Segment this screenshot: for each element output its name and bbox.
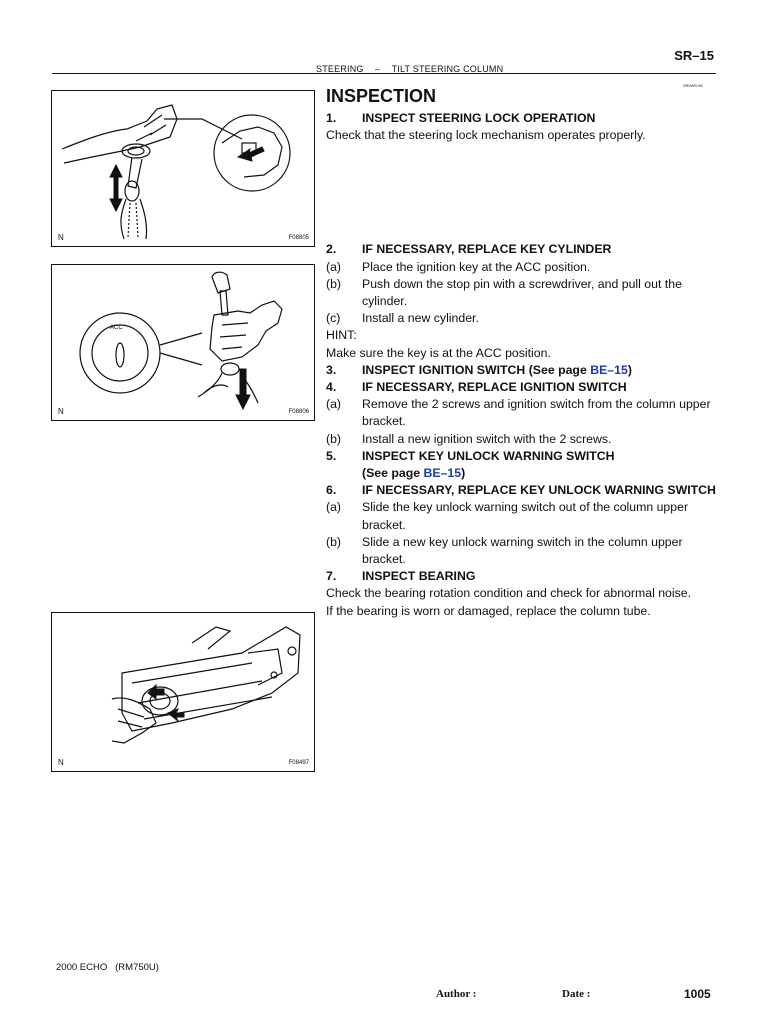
figure-steering-lock <box>51 90 315 247</box>
figure-n-mark: N <box>58 758 64 767</box>
step-4a: (a) Remove the 2 screws and ignition switch from the column upper bracket. <box>326 397 711 429</box>
section-name: STEERING <box>316 64 364 74</box>
step-2c: (c) Install a new cylinder. <box>326 311 479 326</box>
page-label: SR–15 <box>674 48 714 63</box>
step-2a: (a) Place the ignition key at the ACC position. <box>326 259 591 274</box>
footer-date-label: Date : <box>562 988 591 1000</box>
footer-model: 2000 ECHO (RM750U) <box>56 962 159 973</box>
page-link-be15[interactable]: BE–15 <box>423 466 462 481</box>
figure-code: F08497 <box>288 760 309 766</box>
header-separator: – <box>375 64 381 74</box>
step-7-body-2: If the bearing is worn or damaged, replace the column tube. <box>326 603 651 618</box>
step-1: 1. INSPECT STEERING LOCK OPERATION <box>326 111 596 125</box>
hint-label: HINT: <box>326 328 357 343</box>
step-4b: (b) Install a new ignition switch with the 2 screws. <box>326 431 612 446</box>
figure-bearing <box>51 612 315 772</box>
figure-n-mark: N <box>58 407 64 416</box>
step-1-body: Check that the steering lock mechanism operates properly. <box>326 128 646 143</box>
bearing-illustration <box>52 613 314 771</box>
step-5: 5. INSPECT KEY UNLOCK WARNING SWITCH <box>326 448 615 463</box>
key-cylinder-illustration <box>52 265 314 420</box>
step-2b: (b) Push down the stop pin with a screwdriver, and pull out the cylinder. <box>326 276 682 309</box>
step-4: 4. IF NECESSARY, REPLACE IGNITION SWITCH <box>326 380 627 395</box>
dial-acc-label: ACC <box>110 325 123 331</box>
footer-author-label: Author : <box>436 988 477 1000</box>
hint-text: Make sure the key is at the ACC position. <box>326 345 551 360</box>
step-7-body: Check the bearing rotation condition and check for abnormal noise. <box>326 586 692 601</box>
figure-code: F08805 <box>288 235 309 241</box>
step-2: 2. IF NECESSARY, REPLACE KEY CYLINDER <box>326 242 612 257</box>
header-rule <box>52 73 716 74</box>
steering-lock-illustration <box>52 91 314 246</box>
step-6b: (b) Slide a new key unlock warning switch in the column upper bracket. <box>326 534 683 567</box>
subsection-name: TILT STEERING COLUMN <box>391 64 504 74</box>
figure-key-cylinder <box>51 264 315 421</box>
footer-page-number: 1005 <box>684 987 711 1001</box>
procedure-text <box>326 110 718 620</box>
page-link-be15[interactable]: BE–15 <box>590 362 628 377</box>
step-6a: (a) Slide the key unlock warning switch out of the column upper bracket. <box>326 500 689 532</box>
figure-n-mark: N <box>58 233 64 242</box>
reference-code: SR0W9-06 <box>683 83 703 88</box>
step-6: 6. IF NECESSARY, REPLACE KEY UNLOCK WARNING SWITCH <box>326 483 716 498</box>
step-7: 7. INSPECT BEARING <box>326 569 476 584</box>
figure-code: F08806 <box>288 409 309 415</box>
page-title: INSPECTION <box>326 86 437 106</box>
step-3: 3. INSPECT IGNITION SWITCH (See page BE–15) <box>326 362 632 377</box>
step-5-ref: (See page BE–15) <box>362 466 466 481</box>
